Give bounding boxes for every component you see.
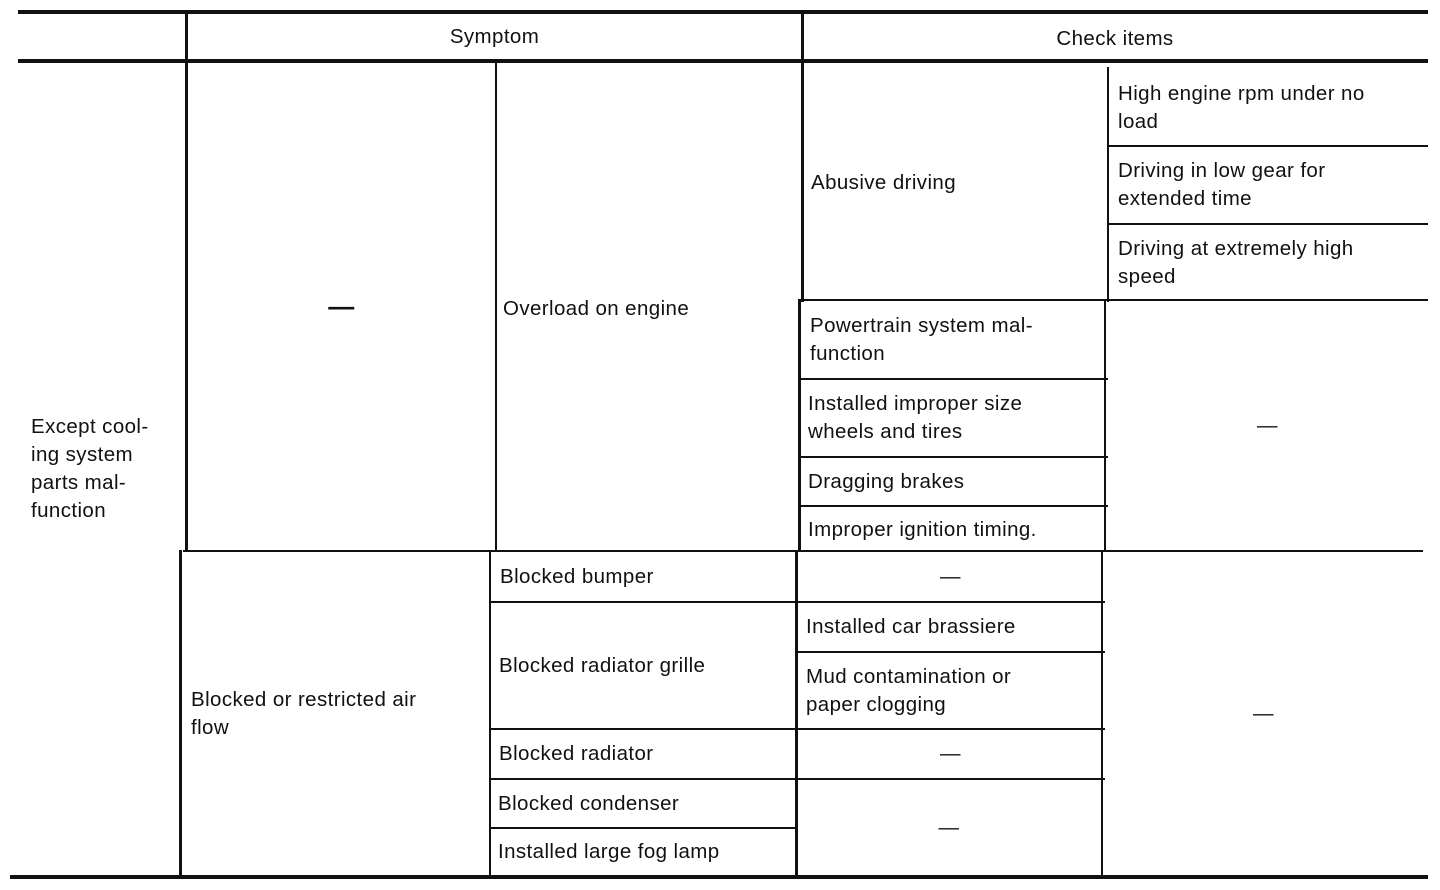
blocked-radiator-grille: Blocked radiator grille [499,653,706,677]
divider [798,299,801,552]
divider [495,61,497,552]
check-item: High engine rpm under no load [1118,81,1365,133]
header-check-items: Check items [1056,27,1174,50]
condenser-fog-check-dash: — [938,815,960,839]
blocked-bumper: Blocked bumper [500,564,654,588]
airflow-symptom: Blocked or restricted air flow [191,687,417,739]
table-bottom-rule [10,875,1428,879]
divider [1104,299,1106,552]
overload-dash: — [328,291,355,321]
blocked-condenser: Blocked condenser [498,791,680,815]
check-item: Installed improper size wheels and tires [808,392,1023,443]
airflow-result-dash: — [1253,701,1274,725]
check-item: Powertrain system mal- function [810,313,1033,365]
blocked-radiator: Blocked radiator [499,742,654,765]
header-symptom: Symptom [449,25,540,48]
abusive-driving: Abusive driving [811,171,957,194]
check-item: Mud contamination or paper clogging [806,664,1012,716]
check-item: Installed car brassiere [806,615,1016,638]
check-item: Dragging brakes [808,469,965,493]
overload-result-dash: — [1257,413,1278,437]
category-cell: Except cool- ing system parts mal- function [31,414,149,522]
check-item: Driving in low gear for extended time [1118,159,1326,210]
check-item: Driving at extremely high speed [1118,236,1354,288]
check-item: Improper ignition timing. [808,517,1037,541]
radiator-check-dash: — [940,742,961,765]
installed-fog-lamp: Installed large fog lamp [498,840,720,863]
divider [1107,67,1109,302]
divider [489,550,491,877]
bumper-check-dash: — [940,564,961,588]
overload-symptom: Overload on engine [503,297,690,320]
